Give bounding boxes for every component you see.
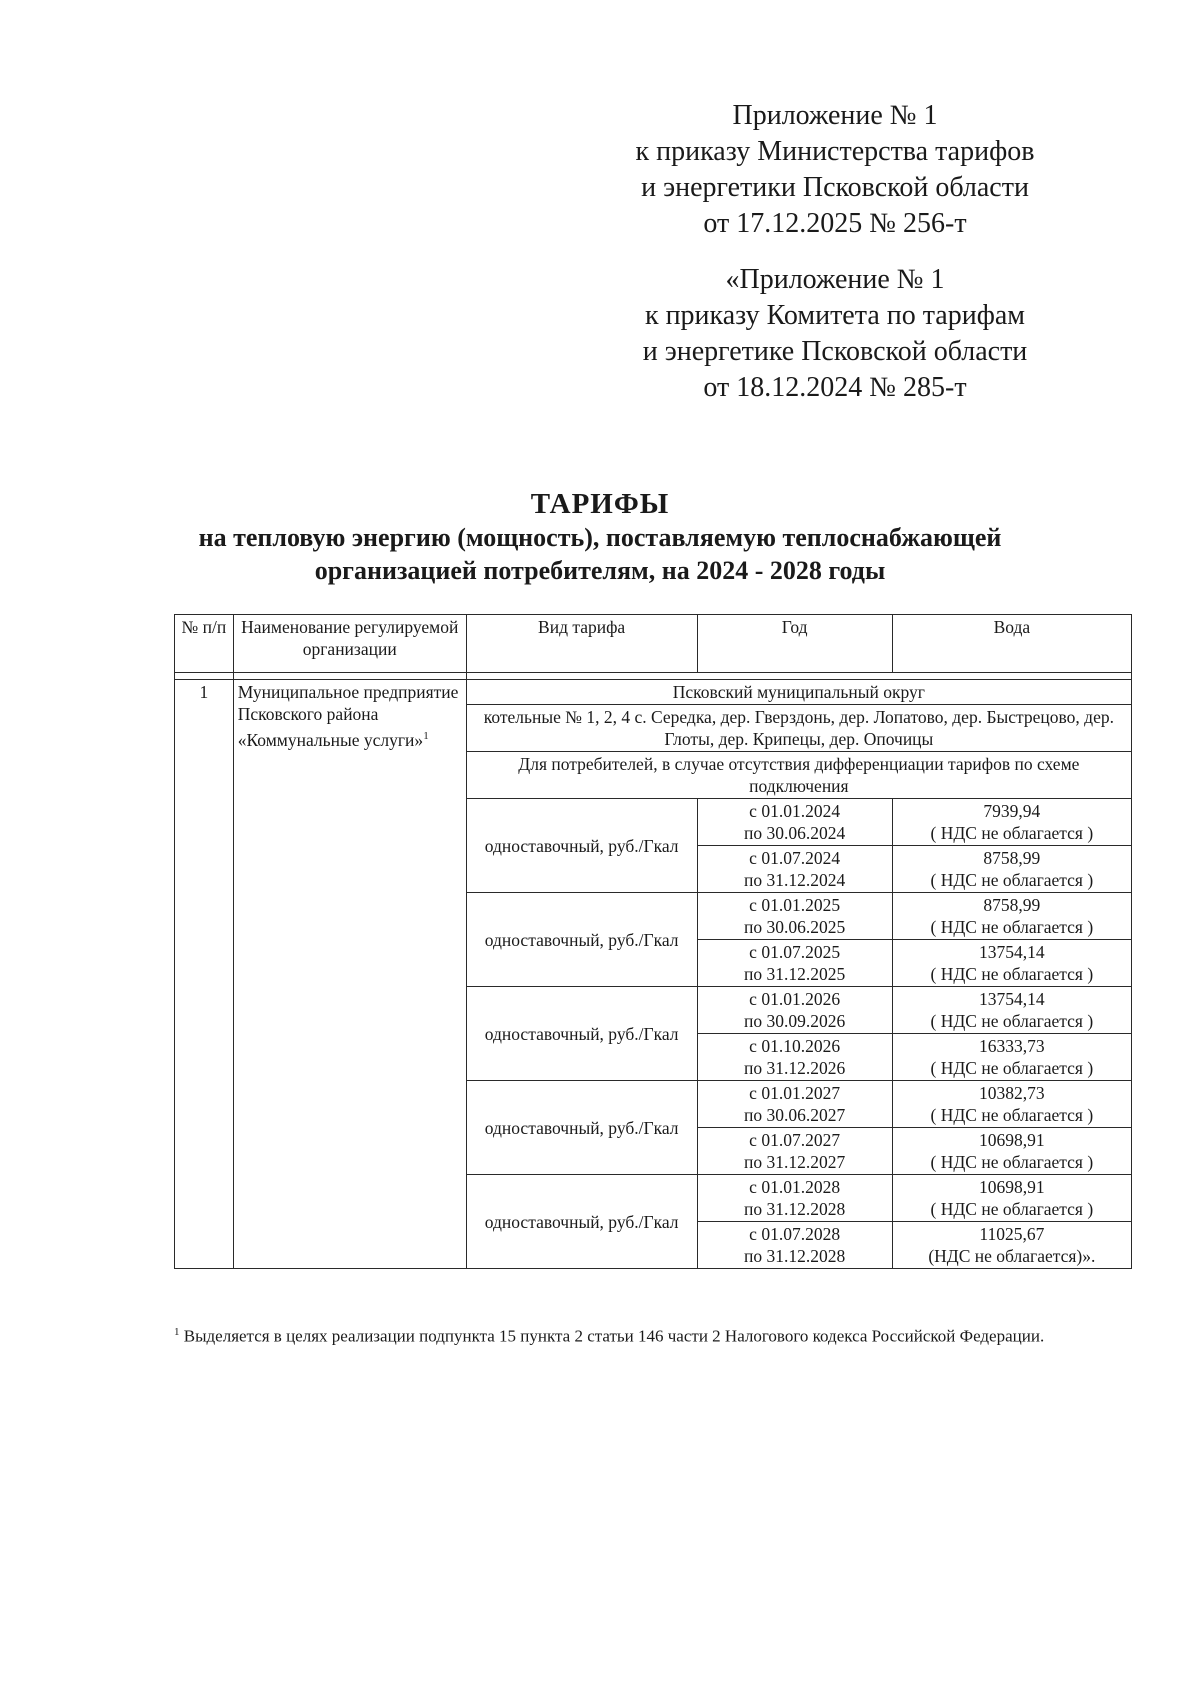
period-to: по 31.12.2024 xyxy=(744,870,846,890)
vat-note: ( НДС не облагается ) xyxy=(930,870,1094,890)
period-from: с 01.07.2028 xyxy=(749,1224,841,1244)
water-tariff-cell xyxy=(892,1175,1131,1222)
tariff-value: 10382,73 xyxy=(979,1083,1045,1103)
period-from: с 01.01.2027 xyxy=(749,1083,841,1103)
tariff-kind-cell: одноставочный, руб./Гкал xyxy=(466,987,697,1081)
appendix-previous-header xyxy=(620,262,1050,406)
document-title xyxy=(140,488,1060,587)
tariff-value: 8758,99 xyxy=(983,895,1041,915)
tariff-value: 10698,91 xyxy=(979,1130,1045,1150)
period-cell xyxy=(697,987,892,1034)
appendix-line: и энергетике Псковской области xyxy=(642,336,1028,367)
water-tariff-cell xyxy=(892,940,1131,987)
appendix-current-header xyxy=(620,98,1050,242)
period-from: с 01.07.2025 xyxy=(749,942,841,962)
water-tariff-cell xyxy=(892,893,1131,940)
period-to: по 30.06.2024 xyxy=(744,823,846,843)
period-to: по 31.12.2028 xyxy=(744,1246,846,1266)
tariff-value: 13754,14 xyxy=(979,989,1045,1009)
period-to: по 31.12.2028 xyxy=(744,1199,846,1219)
table-header-row xyxy=(175,615,1132,673)
vat-note: ( НДС не облагается ) xyxy=(930,1011,1094,1031)
period-to: по 30.06.2025 xyxy=(744,917,846,937)
period-cell xyxy=(697,893,892,940)
boilers-cell: котельные № 1, 2, 4 с. Середка, дер. Гверздонь, дер. Лопатово, дер. Быстрецово, дер. Глоты, дер. Крипецы, дер. Опочицы xyxy=(466,705,1131,752)
org-name: Муниципальное предприятие Псковского района «Коммунальные услуги» xyxy=(237,682,459,750)
header-water: Вода xyxy=(892,615,1131,673)
consumers-cell: Для потребителей, в случае отсутствия дифференциации тарифов по схеме подключения xyxy=(466,752,1131,799)
footnote xyxy=(174,1320,1134,1349)
row-number: 1 xyxy=(175,680,234,1269)
header-year: Год xyxy=(697,615,892,673)
title-main: ТАРИФЫ xyxy=(530,488,670,520)
appendix-line: Приложение № 1 xyxy=(732,100,938,131)
title-subtitle: на тепловую энергию (мощность), поставляемую теплоснабжающей xyxy=(198,523,1002,552)
vat-note: (НДС не облагается)». xyxy=(928,1246,1096,1266)
period-to: по 31.12.2025 xyxy=(744,964,846,984)
vat-note: ( НДС не облагается ) xyxy=(930,823,1094,843)
period-from: с 01.01.2026 xyxy=(749,989,841,1009)
org-footnote-mark: 1 xyxy=(423,730,429,742)
table-row xyxy=(175,680,1132,705)
appendix-line: и энергетики Псковской области xyxy=(641,172,1029,203)
tariffs-table xyxy=(174,614,1132,1269)
water-tariff-cell xyxy=(892,799,1131,846)
vat-note: ( НДС не облагается ) xyxy=(930,917,1094,937)
period-cell xyxy=(697,940,892,987)
period-to: по 30.06.2027 xyxy=(744,1105,846,1125)
vat-note: ( НДС не облагается ) xyxy=(930,964,1094,984)
period-cell xyxy=(697,1175,892,1222)
tariff-value: 11025,67 xyxy=(979,1224,1045,1244)
period-cell xyxy=(697,1034,892,1081)
header-kind: Вид тарифа xyxy=(466,615,697,673)
appendix-line: «Приложение № 1 xyxy=(725,264,945,295)
tariff-value: 7939,94 xyxy=(983,801,1041,821)
water-tariff-cell xyxy=(892,987,1131,1034)
appendix-line: от 18.12.2024 № 285-т xyxy=(703,372,967,403)
tariff-value: 10698,91 xyxy=(979,1177,1045,1197)
period-cell xyxy=(697,846,892,893)
header-org: Наименование регулируемой организации xyxy=(233,615,466,673)
vat-note: ( НДС не облагается ) xyxy=(930,1058,1094,1078)
tariff-value: 8758,99 xyxy=(983,848,1041,868)
table-separator xyxy=(175,673,1132,680)
period-from: с 01.10.2026 xyxy=(749,1036,841,1056)
tariff-value: 13754,14 xyxy=(979,942,1045,962)
footnote-text: Выделяется в целях реализации подпункта 15 пункта 2 статьи 146 части 2 Налогового кодекса Российской Федерации. xyxy=(183,1326,1045,1346)
tariff-kind-cell: одноставочный, руб./Гкал xyxy=(466,799,697,893)
period-to: по 31.12.2027 xyxy=(744,1152,846,1172)
period-cell xyxy=(697,1081,892,1128)
appendix-line: к приказу Комитета по тарифам xyxy=(644,300,1026,331)
vat-note: ( НДС не облагается ) xyxy=(930,1152,1094,1172)
tariff-kind-cell: одноставочный, руб./Гкал xyxy=(466,893,697,987)
period-to: по 31.12.2026 xyxy=(744,1058,846,1078)
period-from: с 01.01.2028 xyxy=(749,1177,841,1197)
period-from: с 01.07.2024 xyxy=(749,848,841,868)
water-tariff-cell xyxy=(892,1034,1131,1081)
appendix-line: от 17.12.2025 № 256-т xyxy=(703,208,967,239)
footnote-mark: 1 xyxy=(174,1326,180,1338)
tariff-value: 16333,73 xyxy=(979,1036,1045,1056)
period-cell xyxy=(697,1128,892,1175)
title-subtitle: организацией потребителям, на 2024 - 2028 годы xyxy=(314,556,886,585)
period-cell xyxy=(697,799,892,846)
water-tariff-cell xyxy=(892,1222,1131,1269)
period-from: с 01.01.2024 xyxy=(749,801,841,821)
tariff-kind-cell: одноставочный, руб./Гкал xyxy=(466,1175,697,1269)
water-tariff-cell xyxy=(892,1081,1131,1128)
water-tariff-cell xyxy=(892,846,1131,893)
water-tariff-cell xyxy=(892,1128,1131,1175)
period-from: с 01.07.2027 xyxy=(749,1130,841,1150)
appendix-line: к приказу Министерства тарифов xyxy=(635,136,1035,167)
table-body xyxy=(175,680,1132,1269)
org-name-cell xyxy=(233,680,466,1269)
vat-note: ( НДС не облагается ) xyxy=(930,1105,1094,1125)
tariff-kind-cell: одноставочный, руб./Гкал xyxy=(466,1081,697,1175)
district-cell: Псковский муниципальный округ xyxy=(466,680,1131,705)
header-num: № п/п xyxy=(175,615,234,673)
period-cell xyxy=(697,1222,892,1269)
period-to: по 30.09.2026 xyxy=(744,1011,846,1031)
period-from: с 01.01.2025 xyxy=(749,895,841,915)
vat-note: ( НДС не облагается ) xyxy=(930,1199,1094,1219)
